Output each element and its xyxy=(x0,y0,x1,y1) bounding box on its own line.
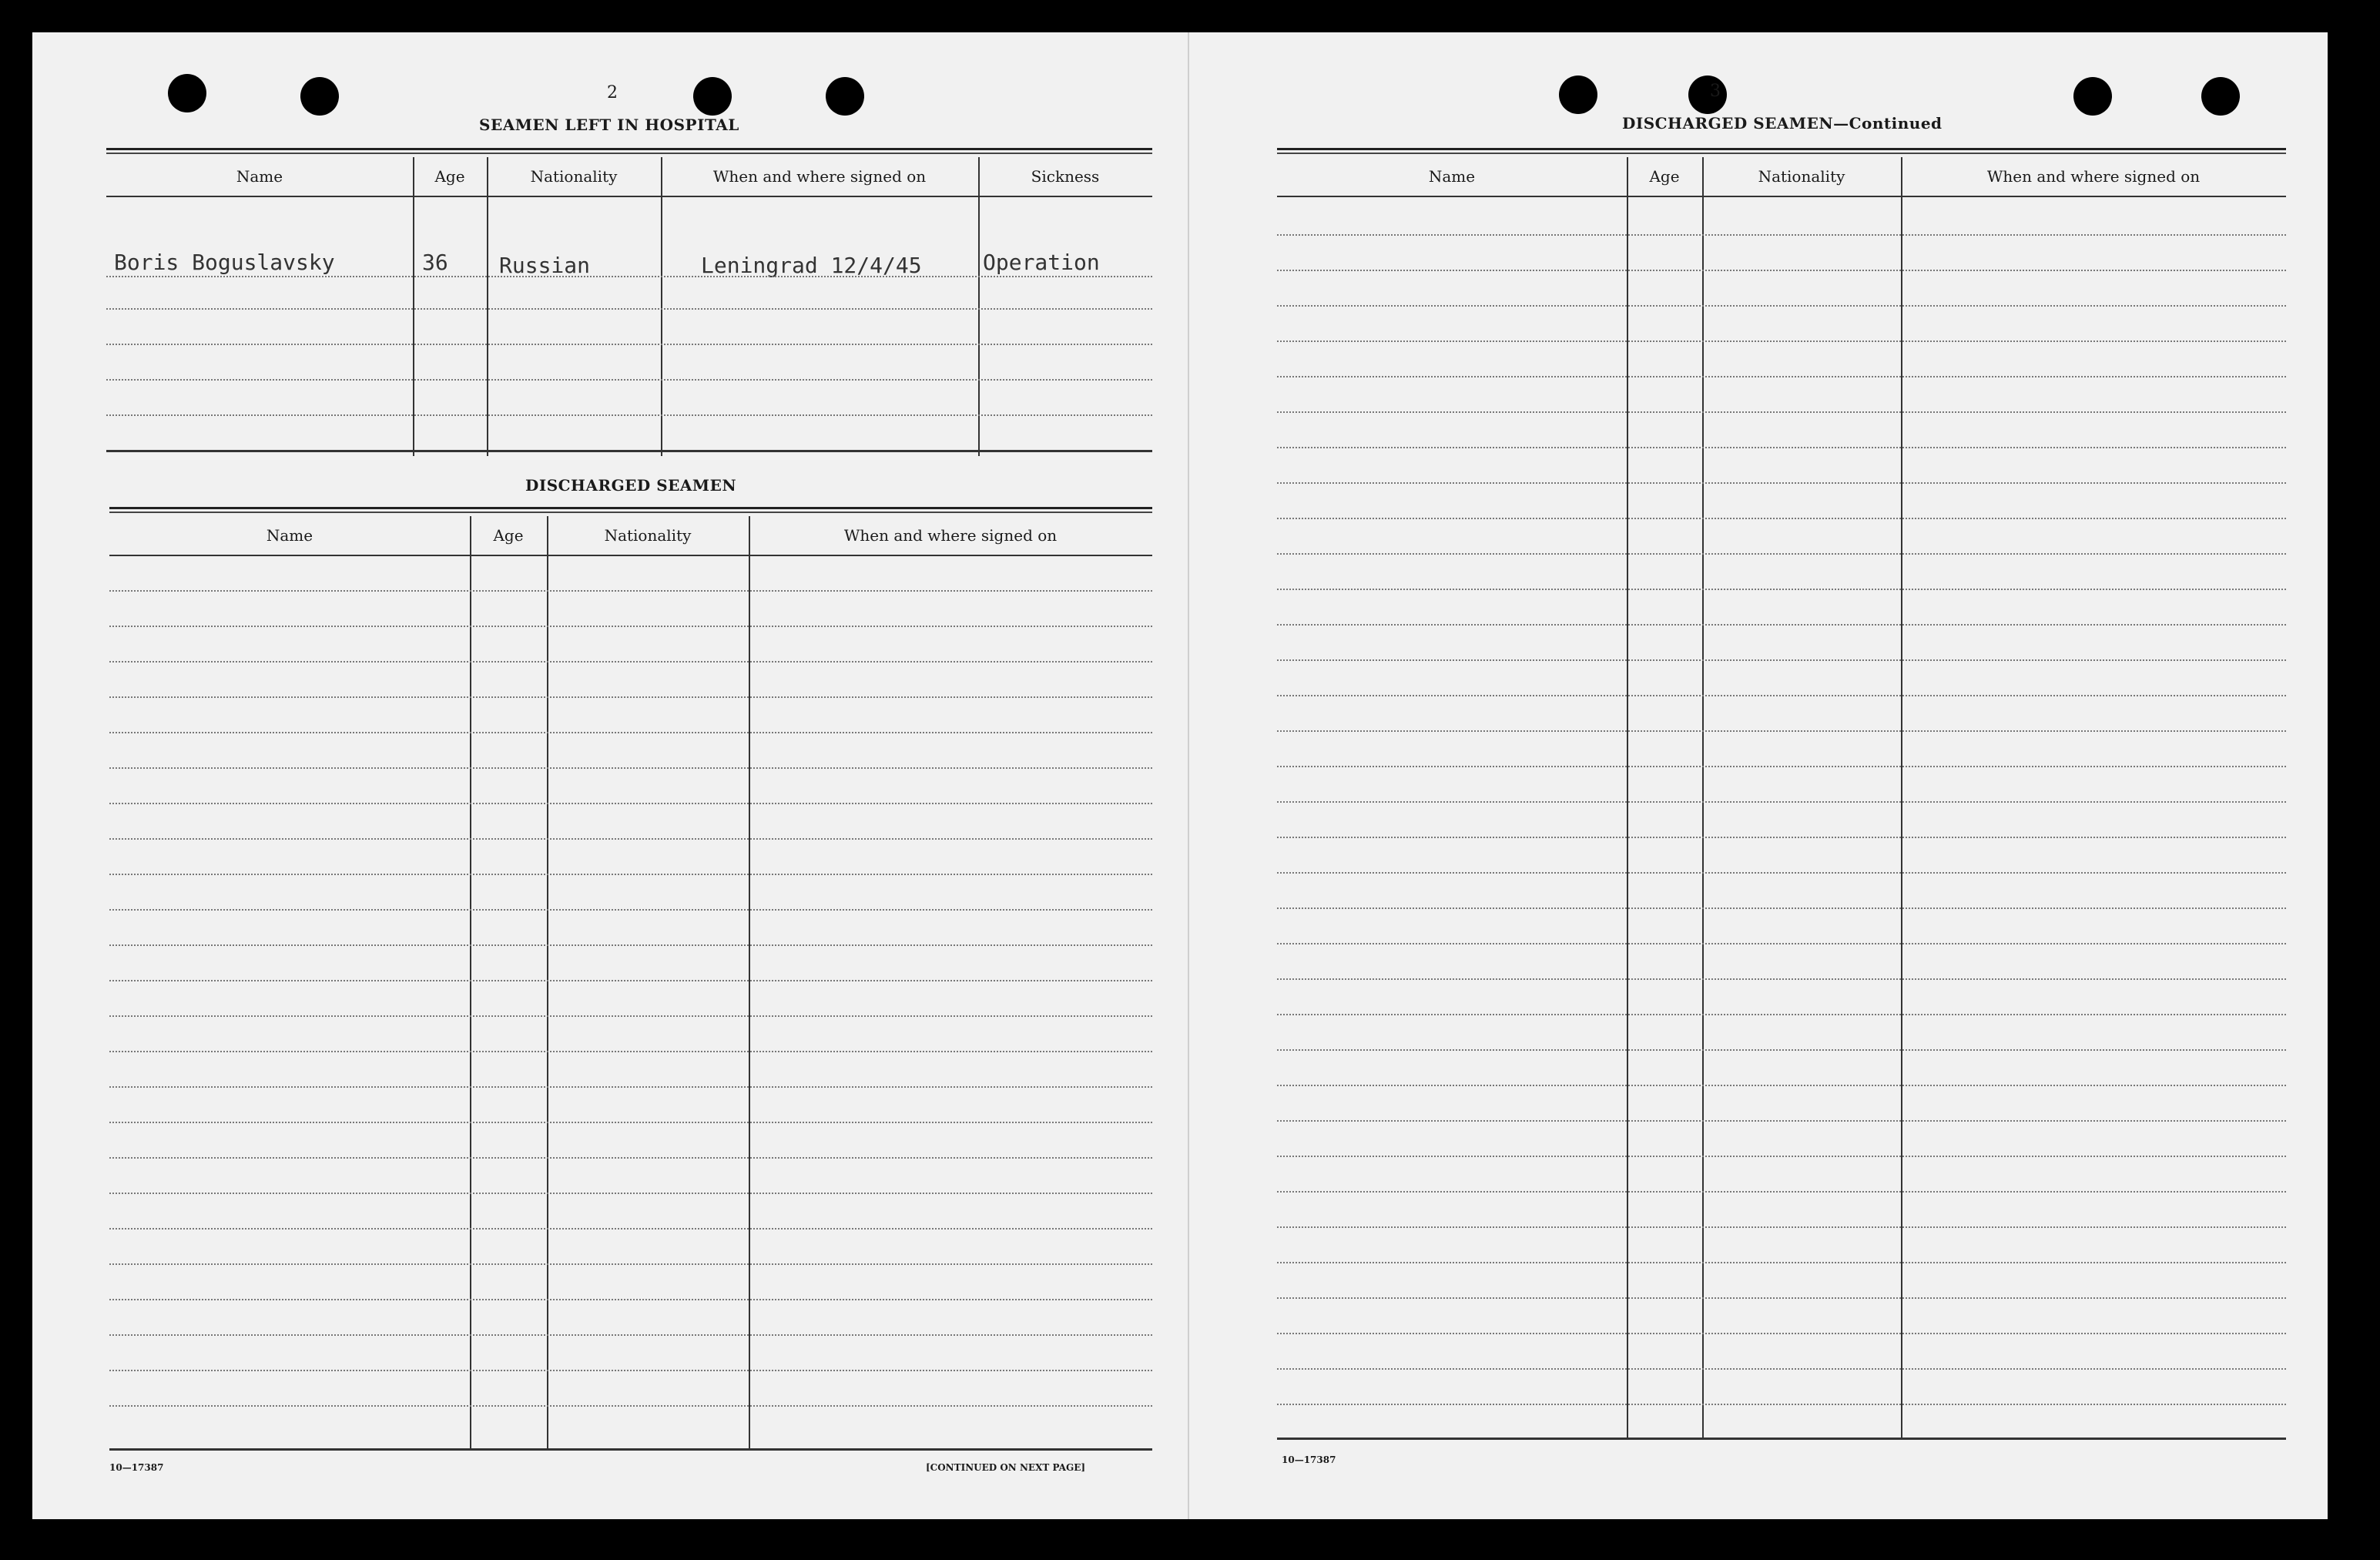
column-header-signed-on: When and where signed on xyxy=(712,167,927,186)
discharged-continued-table xyxy=(1277,148,2286,1442)
hospital-row-name: Boris Boguslavsky xyxy=(114,250,335,275)
discharged-table xyxy=(109,507,1152,1454)
hospital-row-sickness: Operation xyxy=(983,250,1100,275)
column-header-signed-on: When and where signed on xyxy=(1986,167,2201,186)
column-header-age: Age xyxy=(434,167,465,186)
section-title-discharged-seamen-continued xyxy=(1622,114,1943,133)
page-number: 3 xyxy=(1710,82,1721,101)
hospital-table xyxy=(106,148,1152,456)
hospital-row-nationality: Russian xyxy=(499,253,591,278)
punch-hole xyxy=(1688,75,1727,114)
form-number: 10—17387 xyxy=(109,1462,164,1473)
discharged-table-header xyxy=(109,516,1152,556)
right-page xyxy=(1188,32,2329,1519)
column-header-name: Name xyxy=(266,526,313,545)
punch-hole xyxy=(2201,77,2240,116)
punch-hole xyxy=(168,74,206,112)
section-title-seamen-left-in-hospital: SEAMEN LEFT IN HOSPITAL xyxy=(479,116,739,134)
section-title-suffix: —Continued xyxy=(1833,114,1943,133)
hospital-table-header xyxy=(106,157,1152,197)
column-header-signed-on: When and where signed on xyxy=(843,526,1058,545)
punch-hole xyxy=(693,77,732,116)
hospital-row-age: 36 xyxy=(422,250,448,275)
page-number: 2 xyxy=(607,83,618,102)
column-header-nationality: Nationality xyxy=(1758,167,1845,186)
section-title-discharged-seamen: DISCHARGED SEAMEN xyxy=(525,476,737,495)
column-header-name: Name xyxy=(236,167,283,186)
form-number: 10—17387 xyxy=(1282,1454,1336,1465)
column-header-age: Age xyxy=(1649,167,1680,186)
hospital-row-signed-on: Leningrad 12/4/45 xyxy=(701,253,922,278)
left-page xyxy=(32,32,1188,1519)
section-title-main: DISCHARGED SEAMEN xyxy=(1622,114,1834,133)
punch-hole xyxy=(826,77,864,116)
punch-hole xyxy=(300,77,339,116)
punch-hole xyxy=(1559,75,1597,114)
column-header-age: Age xyxy=(493,526,524,545)
document-sheet xyxy=(32,32,2328,1519)
discharged-continued-table-header xyxy=(1277,157,2286,197)
column-header-nationality: Nationality xyxy=(530,167,618,186)
punch-hole xyxy=(2073,77,2112,116)
column-header-sickness: Sickness xyxy=(1031,167,1100,186)
continued-note: [CONTINUED ON NEXT PAGE] xyxy=(926,1462,1086,1473)
column-header-name: Name xyxy=(1428,167,1476,186)
column-header-nationality: Nationality xyxy=(604,526,692,545)
